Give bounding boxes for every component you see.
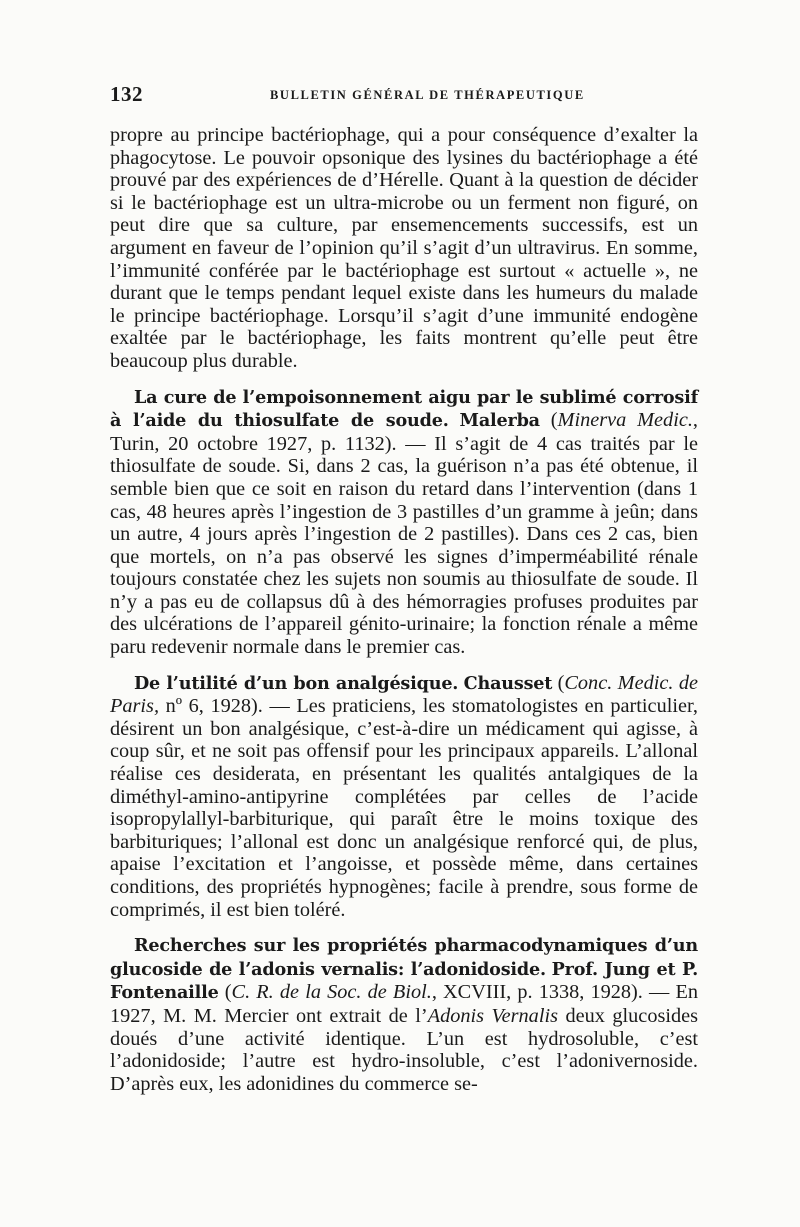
running-header xyxy=(110,82,698,106)
article-author: Malerba xyxy=(459,410,540,432)
article-author: Chausset xyxy=(463,672,553,694)
abstract-body: — Les praticiens, les stomatologistes en particulier, désirent un bon analgésique, c’est-à-dire un médicament qui agisse, à coup sûr, et ne soit pas offensif pour les principaux appareils. L’allonal réalise ces desiderata, en présentant les qualités antalgiques de la diméthyl-amino-antipyrine complétées par celles de l’acide isopropylallyl-barbiturique, qui paraît être le moins toxique des barbituriques; l’allonal est donc un analgésique renforcé qui, de plus, apaise l’excitation et l’angoisse, et possède même, dans certaines conditions, des propriétés hypnogènes; facile à prendre, sous forme de comprimés, il est bien toléré. xyxy=(110,695,698,921)
plant-name: Adonis Vernalis xyxy=(427,1004,558,1027)
journal-title: BULLETIN GÉNÉRAL DE THÉRAPEUTIQUE xyxy=(270,88,585,102)
source-open-paren: ( xyxy=(557,671,565,694)
body-text xyxy=(110,124,698,1095)
abstract-adonidoside xyxy=(110,934,698,1095)
source-details: , Turin, 20 octobre 1927, p. 1132). xyxy=(110,409,698,455)
source-journal: Minerva Medic. xyxy=(557,409,693,432)
article-title: Recherches sur les propriétés pharmacodynamiques d’un glucoside de l’adonis vernalis: l’adonidoside. xyxy=(110,935,698,980)
article-title: La cure de l’empoisonnement aigu par le sublimé corrosif à l’aide du thiosulfate de soude. xyxy=(110,386,698,432)
source-details: , XCVIII, p. 1338, 1928). xyxy=(431,981,643,1004)
abstract-body-end: deux glucosides doués d’une activité identique. L’un est hydrosoluble, c’est l’adonidoside; l’autre est hydro-insoluble, c’est l’adonivernoside. D’après eux, les adonidines du commerce se- xyxy=(110,1004,699,1095)
continuation-paragraph: propre au principe bactériophage, qui a pour conséquence d’exalter la phagocytose. Le pouvoir opsonique des lysines du bactériophage a été prouvé par des expériences de d’Hérelle. Quant à la question de décider si le bactériophage est un ultra-microbe ou un ferment non figuré, on peut dire que sa culture, par ensemencements successifs, est un argument en faveur de l’opinion qu’il s’agit d’un ultravirus. En somme, l’immunité conférée par le bactériophage est surtout « actuelle », ne durant que le temps pendant lequel existe dans les humeurs du malade le principe bactériophage. Lorsqu’il s’agit d’une immunité endogène exaltée par le bactériophage, les faits montrent qu’elle peut être beaucoup plus durable. xyxy=(110,124,698,372)
page-number: 132 xyxy=(110,82,143,106)
source-open-paren: ( xyxy=(224,981,232,1004)
abstract-analgesique xyxy=(110,672,698,922)
source-journal: C. R. de la Soc. de Biol. xyxy=(231,981,432,1004)
source-journal: Conc. Medic. de Paris, xyxy=(110,671,698,718)
source-details: nº 6, 1928). xyxy=(159,695,263,718)
abstract-sublime-corrosif xyxy=(110,386,698,659)
source-open-paren: ( xyxy=(550,409,558,432)
abstract-body-start: — En 1927, M. M. Mercier ont extrait de l’ xyxy=(110,981,699,1027)
abstract-body: — Il s’agit de 4 cas traités par le thiosulfate de soude. Si, dans 2 cas, la guérison n’a pas été obtenue, il semble bien que ce soit en raison du retard dans l’intervention (dans 1 cas, 48 heures après l’ingestion de 3 pastilles d’un gramme à jeûn; dans un autre, 4 jours après l’ingestion de 2 pastilles). Dans ces 2 cas, bien que mortels, on n’a pas observé les signes d’imperméabilité rénale toujours constatée chez les sujets non soumis au thiosulfate de soude. Il n’y a pas eu de collapsus dû à des hémorragies profuses produites par des ulcérations de l’appareil génito-urinaire; la fonction rénale a même paru redevenir normale dans le premier cas. xyxy=(110,432,698,659)
article-author: Prof. Jung et P. Fontenaille xyxy=(110,958,698,1004)
article-title: De l’utilité d’un bon analgésique. xyxy=(134,672,459,694)
